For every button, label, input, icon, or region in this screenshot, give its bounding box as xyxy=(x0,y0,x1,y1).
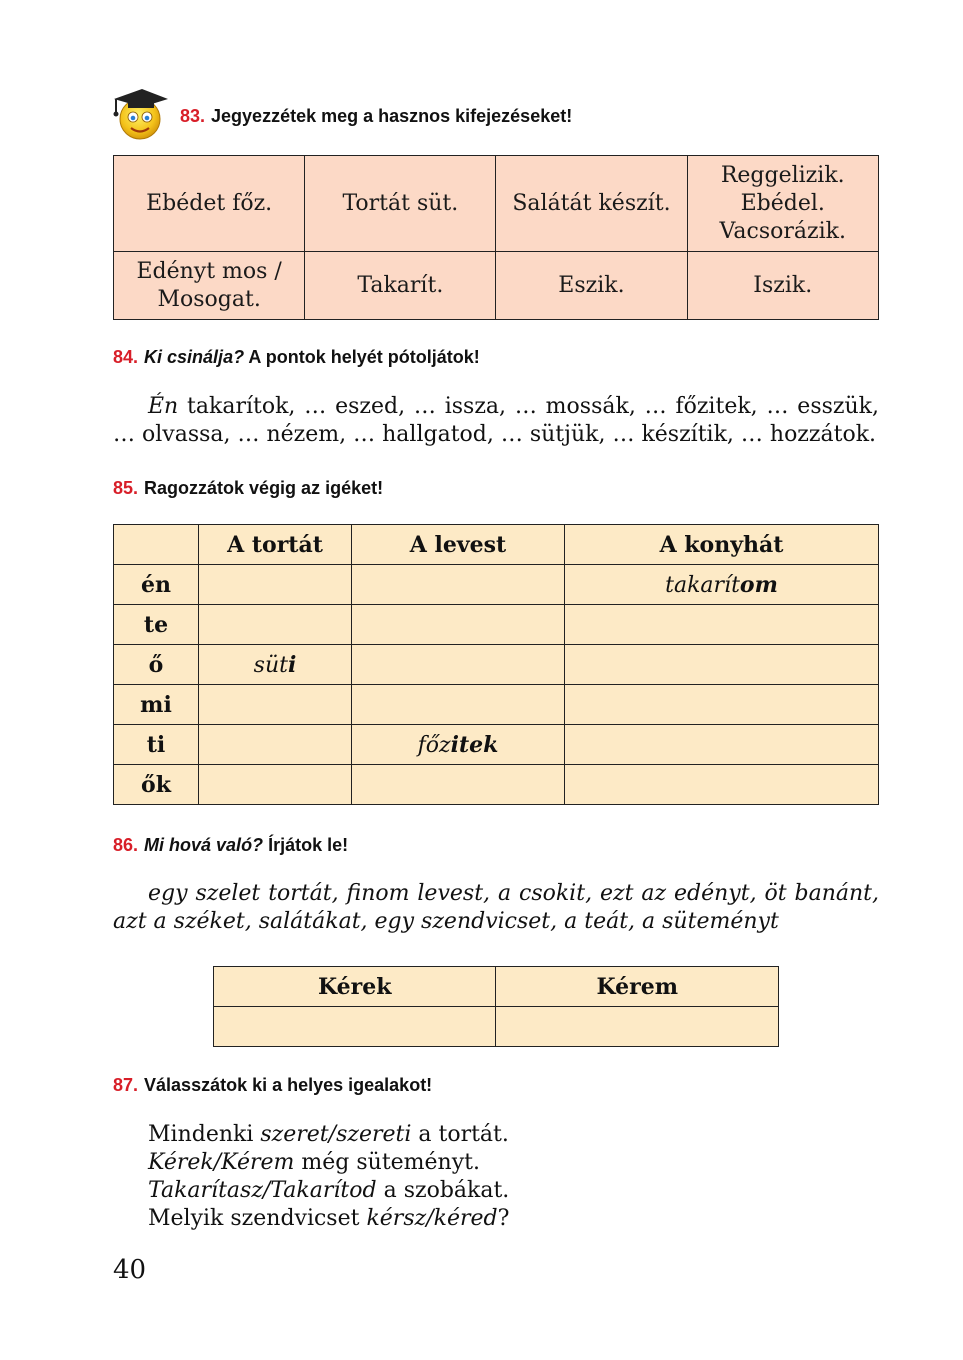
exercise-87-header xyxy=(113,1075,432,1096)
answer-cell xyxy=(199,605,352,645)
page-number: 40 xyxy=(113,1255,147,1285)
exercise-instruction: A pontok helyét pótoljátok! xyxy=(248,347,480,367)
header-cell: A levest xyxy=(352,525,565,565)
sentence-line xyxy=(148,1177,509,1205)
kerek-kerem-table xyxy=(213,966,779,1047)
exercise-87-lines xyxy=(148,1121,509,1233)
first-word: Én xyxy=(148,394,179,419)
sentence-text: Mindenki xyxy=(148,1122,261,1147)
pronoun-cell: te xyxy=(114,605,199,645)
header-cell: Kérek xyxy=(214,967,496,1007)
answer-cell xyxy=(496,1007,779,1047)
answer-cell xyxy=(214,1007,496,1047)
exercise-question: Mi hová való? xyxy=(144,835,264,855)
phrase-cell: Takarít. xyxy=(305,252,496,320)
answer-cell xyxy=(352,685,565,725)
verb-stem: főz xyxy=(417,732,451,758)
verb-ending: i xyxy=(287,651,297,678)
answer-cell xyxy=(565,725,879,765)
header-cell: A tortát xyxy=(199,525,352,565)
verb-choice: Takarítasz/Takarítod xyxy=(148,1178,377,1203)
fill-in-text: takarítok, … eszed, … issza, … mossák, … főzitek, … esszük, … olvassa, … nézem, … hallgatod, … sütjük, … készítik, … hozzátok. xyxy=(113,394,879,447)
verb-stem: takarít xyxy=(665,572,740,598)
sentence-text: ? xyxy=(497,1206,510,1231)
verb-choice: szeret/szereti xyxy=(260,1122,412,1147)
phrase-cell: Ebédet főz. xyxy=(114,156,305,252)
verb-choice: kérsz/kéred xyxy=(366,1206,498,1231)
answer-cell xyxy=(352,605,565,645)
answer-cell xyxy=(565,605,879,645)
exercise-83-header xyxy=(180,106,572,127)
answer-cell xyxy=(565,685,879,725)
phrase-cell: Eszik. xyxy=(496,252,687,320)
exercise-85-header xyxy=(113,478,383,499)
exercise-number: 84. xyxy=(113,347,139,367)
sentence-line xyxy=(148,1121,509,1149)
phrase-cell: Salátát készít. xyxy=(496,156,687,252)
exercise-84-text xyxy=(113,393,879,449)
sentence-line xyxy=(148,1149,509,1177)
exercise-86-header xyxy=(113,835,348,856)
phrases-table xyxy=(113,155,879,320)
conjugation-table xyxy=(113,524,879,805)
exercise-number: 83. xyxy=(180,106,206,126)
graduate-smiley-icon xyxy=(112,85,168,145)
header-cell: A konyhát xyxy=(565,525,879,565)
verb-ending: om xyxy=(739,571,778,598)
exercise-question: Ki csinálja? xyxy=(144,347,245,367)
answer-cell xyxy=(199,765,352,805)
sentence-text: a tortát. xyxy=(411,1122,509,1147)
exercise-84-header xyxy=(113,347,480,368)
verb-ending: itek xyxy=(450,731,499,758)
exercise-instruction: Válasszátok ki a helyes igealakot! xyxy=(144,1075,433,1095)
sentence-text: még süteményt. xyxy=(294,1150,480,1175)
pronoun-cell: ti xyxy=(114,725,199,765)
example-cell xyxy=(565,565,879,605)
exercise-instruction: Jegyezzétek meg a hasznos kifejezéseket! xyxy=(211,106,573,126)
answer-cell xyxy=(199,565,352,605)
example-cell xyxy=(352,725,565,765)
exercise-number: 86. xyxy=(113,835,139,855)
verb-stem: süt xyxy=(253,652,288,678)
answer-cell xyxy=(565,645,879,685)
answer-cell xyxy=(352,645,565,685)
pronoun-cell: ők xyxy=(114,765,199,805)
exercise-number: 85. xyxy=(113,478,139,498)
phrase-cell: Iszik. xyxy=(687,252,879,320)
exercise-number: 87. xyxy=(113,1075,139,1095)
sentence-text: Melyik szendvicset xyxy=(148,1206,367,1231)
answer-cell xyxy=(565,765,879,805)
verb-choice: Kérek/Kérem xyxy=(148,1150,295,1175)
phrase-cell: Reggelizik. Ebédel. Vacsorázik. xyxy=(687,156,879,252)
phrase-cell: Edényt mos / Mosogat. xyxy=(114,252,305,320)
pronoun-cell: ő xyxy=(114,645,199,685)
header-cell: Kérem xyxy=(496,967,779,1007)
exercise-instruction: Írjátok le! xyxy=(268,835,349,855)
pronoun-cell: én xyxy=(114,565,199,605)
answer-cell xyxy=(199,685,352,725)
answer-cell xyxy=(199,725,352,765)
exercise-86-text: egy szelet tortát, finom levest, a csokit, ezt az edényt, öt banánt, azt a széket, salátákat, egy szendvicset, a teát, a süteményt xyxy=(113,881,879,934)
header-cell xyxy=(114,525,199,565)
sentence-line xyxy=(148,1205,509,1233)
phrase-cell: Tortát süt. xyxy=(305,156,496,252)
example-cell xyxy=(199,645,352,685)
sentence-text: a szobákat. xyxy=(376,1178,510,1203)
exercise-instruction: Ragozzátok végig az igéket! xyxy=(144,478,384,498)
answer-cell xyxy=(352,565,565,605)
pronoun-cell: mi xyxy=(114,685,199,725)
answer-cell xyxy=(352,765,565,805)
